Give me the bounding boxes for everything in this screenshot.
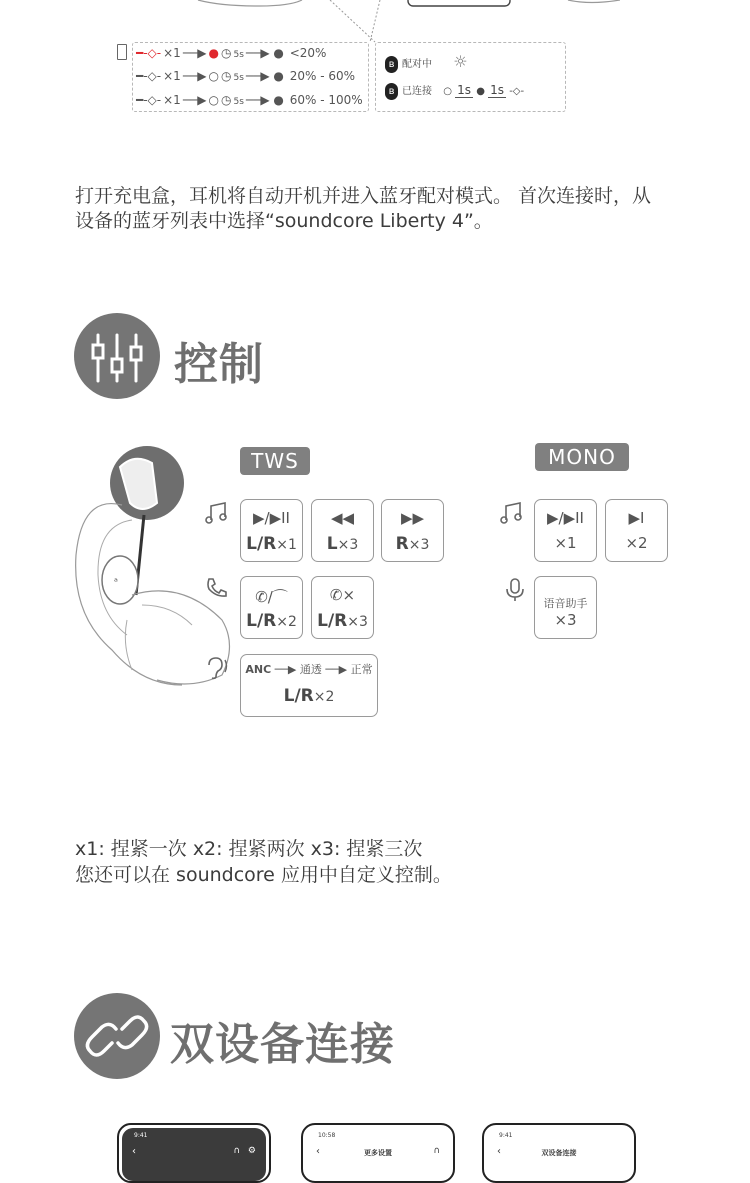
mono-label: MONO [535, 443, 629, 471]
tws-reject-card: ✆× L/R×3 [311, 576, 374, 639]
tws-play-pause-card: ▶/▶II L/R×1 [240, 499, 303, 562]
blink-icon: ☼ [453, 52, 468, 71]
phone-icon [203, 575, 229, 601]
headphones-icon[interactable]: ∩ [233, 1146, 240, 1156]
phone-screen-3: 9:41 ‹ 双设备连接 [482, 1123, 636, 1183]
sliders-icon [74, 313, 160, 399]
customize-note: 您还可以在 soundcore 应用中自定义控制。 [75, 864, 452, 886]
tws-previous-card: ◀◀ L×3 [311, 499, 374, 562]
controls-section-title: 控制 [174, 339, 264, 390]
mono-voice-assistant-card: 语音助手 ×3 [534, 576, 597, 639]
phone-screen-1: 9:41 ‹ ∩ ⚙ [117, 1123, 271, 1183]
phone-screen-2: 10:58 ‹ 更多设置 ∩ [301, 1123, 455, 1183]
hearing-icon [203, 655, 229, 681]
battery-row-mid: ━‑◇‑ ×1 ──▶ ○ ◷ 5s ──▶ ● 20% - 60% [136, 69, 356, 83]
intro-paragraph-line1: 打开充电盒，耳机将自动开机并进入蓝牙配对模式。 首次连接时，从 [75, 185, 652, 207]
back-arrow-icon[interactable]: ‹ [316, 1146, 320, 1157]
headphones-icon[interactable]: ∩ [433, 1146, 440, 1156]
battery-row-low: ━‑◇‑ ×1 ──▶ ● ◷ 5s ──▶ ● <20% [136, 46, 327, 60]
microphone-icon [502, 577, 528, 603]
intro-paragraph-line2: 设备的蓝牙列表中选择“soundcore Liberty 4”。 [75, 210, 493, 232]
tws-anc-card: ANC ──▶ 通透 ──▶ 正常 L/R×2 [240, 654, 378, 717]
bluetooth-icon: ʙ [385, 83, 398, 100]
controls-section-icon [74, 313, 160, 399]
battery-icon [117, 44, 127, 60]
mono-play-pause-card: ▶/▶II ×1 [534, 499, 597, 562]
bluetooth-icon: ʙ [385, 56, 398, 73]
tws-next-card: ▶▶ R×3 [381, 499, 444, 562]
bluetooth-indicator-box [375, 42, 566, 112]
pinch-legend: x1: 捏紧一次 x2: 捏紧两次 x3: 捏紧三次 [75, 838, 423, 860]
svg-text:ᵃ: ᵃ [114, 577, 118, 588]
dual-section-icon [74, 993, 160, 1079]
battery-row-high: ━‑◇‑ ×1 ──▶ ○ ◷ 5s ──▶ ● 60% - 100% [136, 93, 363, 107]
link-icon [74, 993, 160, 1079]
bt-connected-row: ʙ 已连接 ○ 1s ● 1s ‑◇‑ [385, 82, 524, 100]
bt-pairing-row: ʙ 配对中 ☼ [385, 54, 468, 73]
dual-section-title: 双设备连接 [170, 1019, 395, 1070]
case-illustration [180, 0, 620, 44]
back-arrow-icon[interactable]: ‹ [132, 1146, 136, 1157]
mono-next-card: ▶I ×2 [605, 499, 668, 562]
tws-answer-end-card: ✆/⌒ L/R×2 [240, 576, 303, 639]
tws-label: TWS [240, 447, 310, 475]
gear-icon[interactable]: ⚙ [247, 1146, 256, 1156]
music-icon [203, 500, 229, 526]
back-arrow-icon[interactable]: ‹ [497, 1146, 501, 1157]
music-icon [498, 500, 524, 526]
